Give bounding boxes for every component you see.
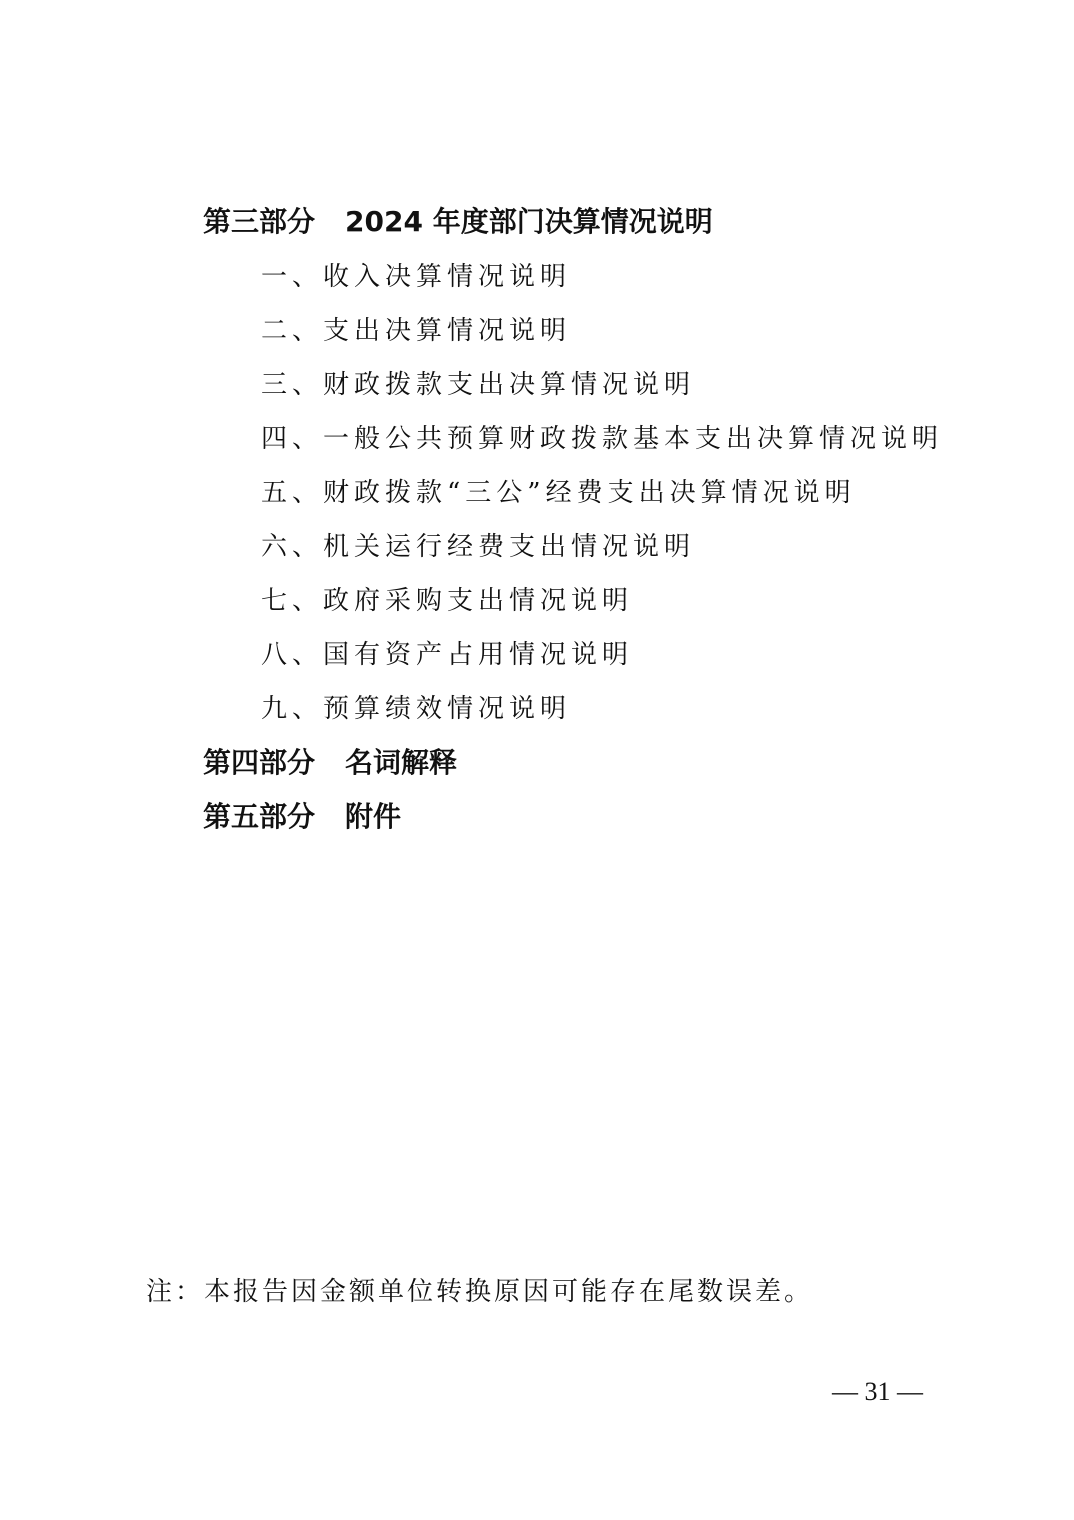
toc-item-performance: 九、预算绩效情况说明 xyxy=(261,694,572,724)
toc-item-operating-costs: 六、机关运行经费支出情况说明 xyxy=(261,532,696,562)
toc-item-three-public: 五、财政拨款“三公”经费支出决算情况说明 xyxy=(261,478,856,508)
toc-item-income: 一、收入决算情况说明 xyxy=(261,262,572,292)
toc-item-state-assets: 八、国有资产占用情况说明 xyxy=(261,640,634,670)
part-5-number: 第五部分 xyxy=(203,800,316,833)
part-4-number: 第四部分 xyxy=(203,746,316,779)
part-3-number: 第三部分 xyxy=(203,205,316,238)
part-5-heading xyxy=(203,800,401,834)
part-3-heading xyxy=(203,205,713,239)
toc-item-basic-expenditure: 四、一般公共预算财政拨款基本支出决算情况说明 xyxy=(261,424,944,454)
page-number: — 31 — xyxy=(832,1377,923,1406)
toc-item-expenditure: 二、支出决算情况说明 xyxy=(261,316,572,346)
footnote: 注：本报告因金额单位转换原因可能存在尾数误差。 xyxy=(146,1277,814,1307)
part-3-title: 2024 年度部门决算情况说明 xyxy=(345,205,713,238)
toc-item-procurement: 七、政府采购支出情况说明 xyxy=(261,586,634,616)
part-5-title: 附件 xyxy=(345,800,402,833)
part-4-heading xyxy=(203,746,457,780)
part-4-title: 名词解释 xyxy=(345,746,458,779)
toc-item-fiscal-appropriation: 三、财政拨款支出决算情况说明 xyxy=(261,370,696,400)
